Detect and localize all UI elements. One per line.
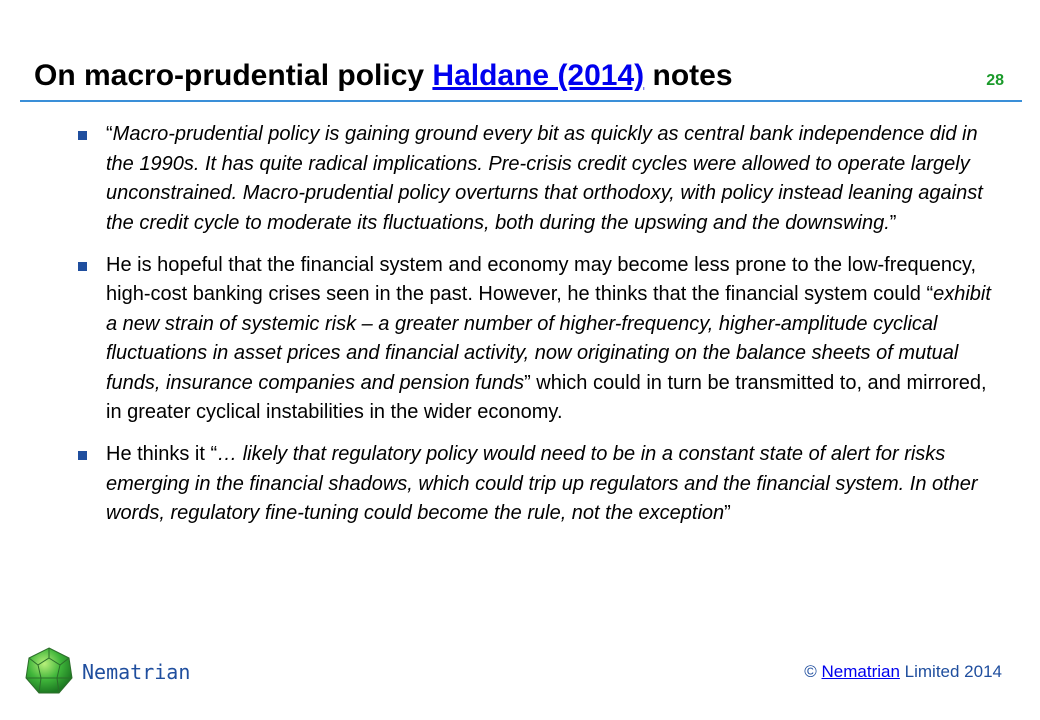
title-prefix: On macro-prudential policy xyxy=(34,59,433,92)
slide-title xyxy=(34,58,733,94)
bullet-segment: “ xyxy=(106,123,113,145)
bullet-segment: He is hopeful that the financial system and economy may become less prone to the low-frequency, high-cost banking crises seen in the past. However, he thinks that the financial system could “ xyxy=(106,253,977,305)
bullet-text xyxy=(106,254,991,424)
copyright-suffix: Limited 2014 xyxy=(899,662,1002,681)
bullet-text xyxy=(106,123,983,234)
square-bullet-icon xyxy=(78,262,87,271)
quoted-text: Macro-prudential policy is gaining ground every bit as quickly as central bank independence did in the 1990s. It has quite radical implications. Pre-crisis credit cycles were allowed to operate largely unconstrained. Macro-prudential policy overturns that orthodoxy, with policy instead leaning against the credit cycle to moderate its fluctuations, both during the upswing and the downswing. xyxy=(106,123,983,234)
copyright-prefix: © xyxy=(804,662,822,681)
footer-copyright xyxy=(804,662,1002,682)
footer-brand: Nematrian xyxy=(82,660,191,684)
nematrian-logo-icon xyxy=(24,646,74,696)
bullet-segment: He thinks it “ xyxy=(106,443,218,465)
bullet-segment: ” xyxy=(724,502,731,524)
bullet-list xyxy=(72,120,1002,541)
quoted-text: … likely that regulatory policy would need to be in a constant state of alert for risks emerging in the financial shadows, which could trip up regulators and the financial system. In other words, regulatory fine-tuning could become the rule, not the exception xyxy=(106,443,978,524)
square-bullet-icon xyxy=(78,451,87,460)
title-suffix: notes xyxy=(644,59,733,92)
title-reference-link[interactable]: Haldane (2014) xyxy=(432,59,645,92)
bullet-item xyxy=(72,440,1002,529)
bullet-segment: ” which could in turn be transmitted to, and mirrored, in greater cyclical instabilities in the wider economy. xyxy=(106,371,987,423)
slide-number: 28 xyxy=(986,72,1004,89)
square-bullet-icon xyxy=(78,131,87,140)
copyright-link[interactable]: Nematrian xyxy=(821,662,900,681)
quoted-text: exhibit a new strain of systemic risk – a greater number of higher-frequency, higher-amplitude cyclical fluctuations in asset prices and financial activity, now originating on the balance sheets of mutual funds, insurance companies and pension funds xyxy=(106,283,991,394)
bullet-text xyxy=(106,443,978,524)
bullet-segment: ” xyxy=(889,211,897,234)
title-divider xyxy=(20,100,1022,102)
bullet-item xyxy=(72,120,1002,238)
bullet-item xyxy=(72,251,1002,428)
